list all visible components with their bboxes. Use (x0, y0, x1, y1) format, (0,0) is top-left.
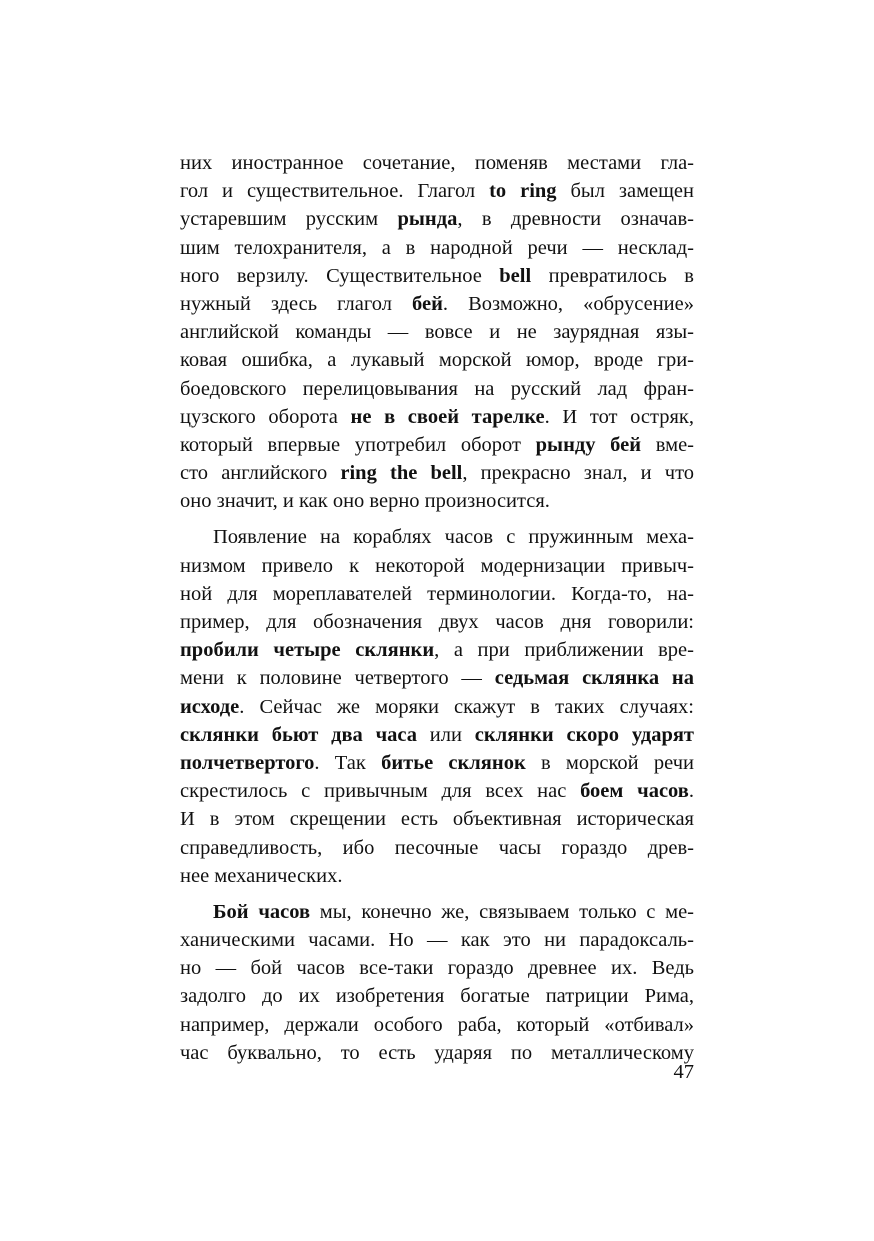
bold-term: склянки скоро ударят (474, 723, 695, 746)
text-run: час буквально, то есть ударяя по металлическому (180, 1041, 694, 1064)
text-run: но — бой часов все-таки гораздо древнее их. Ведь (180, 957, 694, 980)
text-line (180, 262, 694, 290)
text-line (180, 834, 694, 862)
text-run: . Возможно, «обрусение» (442, 292, 694, 315)
page-number: 47 (673, 1061, 694, 1083)
bold-term: ring the bell (340, 462, 463, 485)
bold-term: рында (397, 208, 458, 231)
text-run: ного верзилу. Существительное (180, 264, 500, 287)
text-run: цузского оборота (180, 405, 351, 428)
text-line (180, 234, 694, 262)
text-run: них иностранное сочетание, поменяв местами гла- (180, 152, 694, 174)
text-run: мени к половине четвертого — (180, 667, 495, 690)
text-line (180, 693, 694, 721)
bold-term: bell (499, 264, 532, 287)
text-run: гол и существительное. Глагол (180, 180, 490, 203)
text-line (180, 318, 694, 346)
bold-term: битье склянок (381, 751, 526, 774)
text-run: , а при приближении вре- (434, 639, 694, 662)
text-run: шим телохранителя, а в народной речи — несклад- (180, 236, 694, 259)
bold-term: боем часов (580, 780, 689, 803)
bold-term: не в своей тарелке (350, 405, 545, 428)
text-line (180, 205, 694, 233)
text-line (180, 431, 694, 459)
text-run: сто английского (180, 462, 341, 485)
text-run: . (688, 780, 694, 803)
text-run: скрестилось с привычным для всех нас (180, 780, 581, 803)
text-line (180, 749, 694, 777)
text-run: или (417, 723, 475, 746)
text-run: нее механических. (180, 864, 343, 887)
paragraph-gap (180, 515, 694, 523)
text-line (180, 926, 694, 954)
text-line (180, 459, 694, 487)
bold-term: полчетвертого (180, 751, 315, 774)
text-run: был замещен (556, 180, 694, 203)
text-run: в морской речи (525, 751, 694, 774)
text-run: низмом привело к некоторой модернизации привыч- (180, 554, 694, 577)
paragraph-gap (180, 890, 694, 898)
text-run: И в этом скрещении есть объективная историческая (180, 808, 694, 831)
bold-term: седьмая склянка на (494, 667, 694, 690)
text-line (180, 1039, 694, 1067)
text-run: английской команды — вовсе и не заурядная язы- (180, 321, 694, 344)
text-line (180, 608, 694, 636)
bold-term: склянки бьют два часа (180, 723, 417, 746)
text-run: Появление на кораблях часов с пружинным меха- (213, 526, 694, 549)
text-run: задолго до их изобретения богатые патриции Рима, (180, 985, 694, 1008)
text-line (180, 403, 694, 431)
text-line (180, 777, 694, 805)
text-run: ковая ошибка, а лукавый морской юмор, вроде гри- (180, 349, 694, 372)
text-line (180, 805, 694, 833)
text-run: мы, конечно же, связываем только с ме- (310, 900, 694, 923)
text-line (180, 346, 694, 374)
text-line (180, 487, 694, 515)
text-line (180, 862, 694, 890)
text-line (180, 552, 694, 580)
text-line (180, 290, 694, 318)
bold-term: исходе (180, 695, 240, 718)
text-line (180, 1011, 694, 1039)
text-run: вме- (641, 433, 694, 456)
text-run: ной для мореплавателей терминологии. Когда-то, на- (180, 582, 694, 605)
text-run: устаревшим русским (180, 208, 398, 231)
bold-term: to ring (489, 180, 557, 203)
text-run: например, держали особого раба, который «отбивал» (180, 1013, 694, 1036)
text-line (180, 580, 694, 608)
text-line (180, 721, 694, 749)
text-run: . Так (314, 751, 382, 774)
bold-term: рынду бей (535, 433, 642, 456)
text-run: . Сейчас же моряки скажут в таких случаях: (239, 695, 694, 718)
text-run: превратилось в (531, 264, 694, 287)
bold-term: пробили четыре склянки (180, 639, 435, 662)
text-line (180, 375, 694, 403)
text-line (180, 982, 694, 1010)
text-line (180, 954, 694, 982)
text-line (180, 523, 694, 551)
text-run: . И тот остряк, (544, 405, 694, 428)
bold-term: Бой часов (213, 900, 311, 923)
text-line (180, 898, 694, 926)
text-run: оно значит, и как оно верно произносится. (180, 490, 550, 513)
text-run: боедовского перелицовывания на русский лад фран- (180, 377, 694, 400)
text-run: справедливость, ибо песочные часы гораздо древ- (180, 836, 694, 859)
text-run: ханическими часами. Но — как это ни парадоксаль- (180, 929, 694, 952)
text-line (180, 177, 694, 205)
text-run: пример, для обозначения двух часов дня говорили: (180, 611, 694, 633)
text-run: , в древности означав- (457, 208, 694, 231)
text-line (180, 149, 694, 177)
text-run: , прекрасно знал, и что (462, 462, 695, 485)
text-line (180, 636, 694, 664)
bold-term: бей (412, 292, 443, 315)
text-line (180, 664, 694, 692)
text-run: нужный здесь глагол (180, 292, 413, 315)
page-body-text (180, 149, 694, 1067)
text-run: который впервые употребил оборот (180, 433, 536, 456)
